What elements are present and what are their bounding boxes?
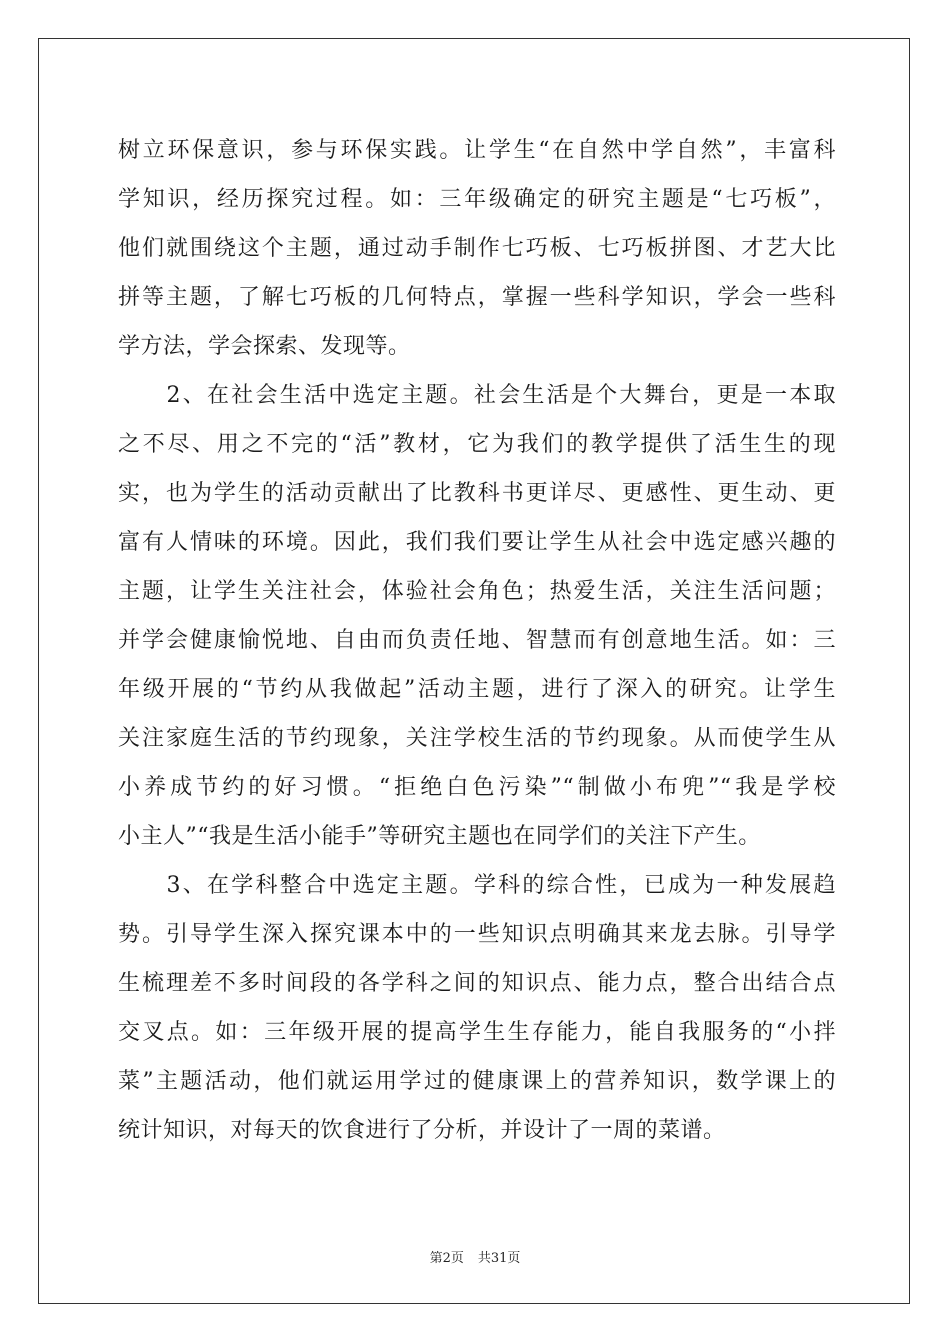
text-line: 他们就围绕这个主题，通过动手制作七巧板、七巧板拼图、才艺大比 (118, 236, 836, 261)
text-line: 统计知识，对每天的饮食进行了分析，并设计了一周的菜谱。 (118, 1118, 726, 1143)
page-total: 共31页 (477, 1251, 521, 1266)
text-line: 2、在社会生活中选定主题。社会生活是个大舞台，更是一本取 (118, 383, 836, 408)
text-line: 交叉点。如：三年级开展的提高学生生存能力，能自我服务的“小拌 (118, 1020, 836, 1045)
text-line: 之不尽、用之不完的“活”教材，它为我们的教学提供了活生生的现 (118, 432, 836, 457)
text-line: 拼等主题，了解七巧板的几何特点，掌握一些科学知识，学会一些科 (118, 285, 836, 310)
text-line: 年级开展的“节约从我做起”活动主题，进行了深入的研究。让学生 (118, 677, 836, 702)
text-line: 3、在学科整合中选定主题。学科的综合性，已成为一种发展趋 (118, 873, 836, 898)
text-line: 树立环保意识，参与环保实践。让学生“在自然中学自然”，丰富科 (118, 138, 836, 163)
text-line: 并学会健康愉悦地、自由而负责任地、智慧而有创意地生活。如：三 (118, 628, 836, 653)
page-footer (0, 1247, 950, 1266)
text-line: 主题，让学生关注社会，体验社会角色；热爱生活，关注生活问题； (118, 579, 836, 604)
text-line: 实，也为学生的活动贡献出了比教科书更详尽、更感性、更生动、更 (118, 481, 836, 506)
text-line: 菜”主题活动，他们就运用学过的健康课上的营养知识，数学课上的 (118, 1069, 836, 1094)
page-number: 第2页 (429, 1251, 464, 1266)
text-line: 学知识，经历探究过程。如：三年级确定的研究主题是“七巧板”， (118, 187, 836, 212)
text-line: 生梳理差不多时间段的各学科之间的知识点、能力点，整合出结合点 (118, 971, 836, 996)
text-line: 关注家庭生活的节约现象，关注学校生活的节约现象。从而使学生从 (118, 726, 836, 751)
text-line: 势。引导学生深入探究课本中的一些知识点明确其来龙去脉。引导学 (118, 922, 836, 947)
text-line: 小主人”“我是生活小能手”等研究主题也在同学们的关注下产生。 (118, 824, 761, 849)
text-line: 富有人情味的环境。因此，我们我们要让学生从社会中选定感兴趣的 (118, 530, 836, 555)
text-line: 小养成节约的好习惯。“拒绝白色污染”“制做小布兜”“我是学校 (118, 775, 836, 800)
text-line: 学方法，学会探索、发现等。 (118, 334, 411, 359)
document-body (118, 126, 836, 1155)
